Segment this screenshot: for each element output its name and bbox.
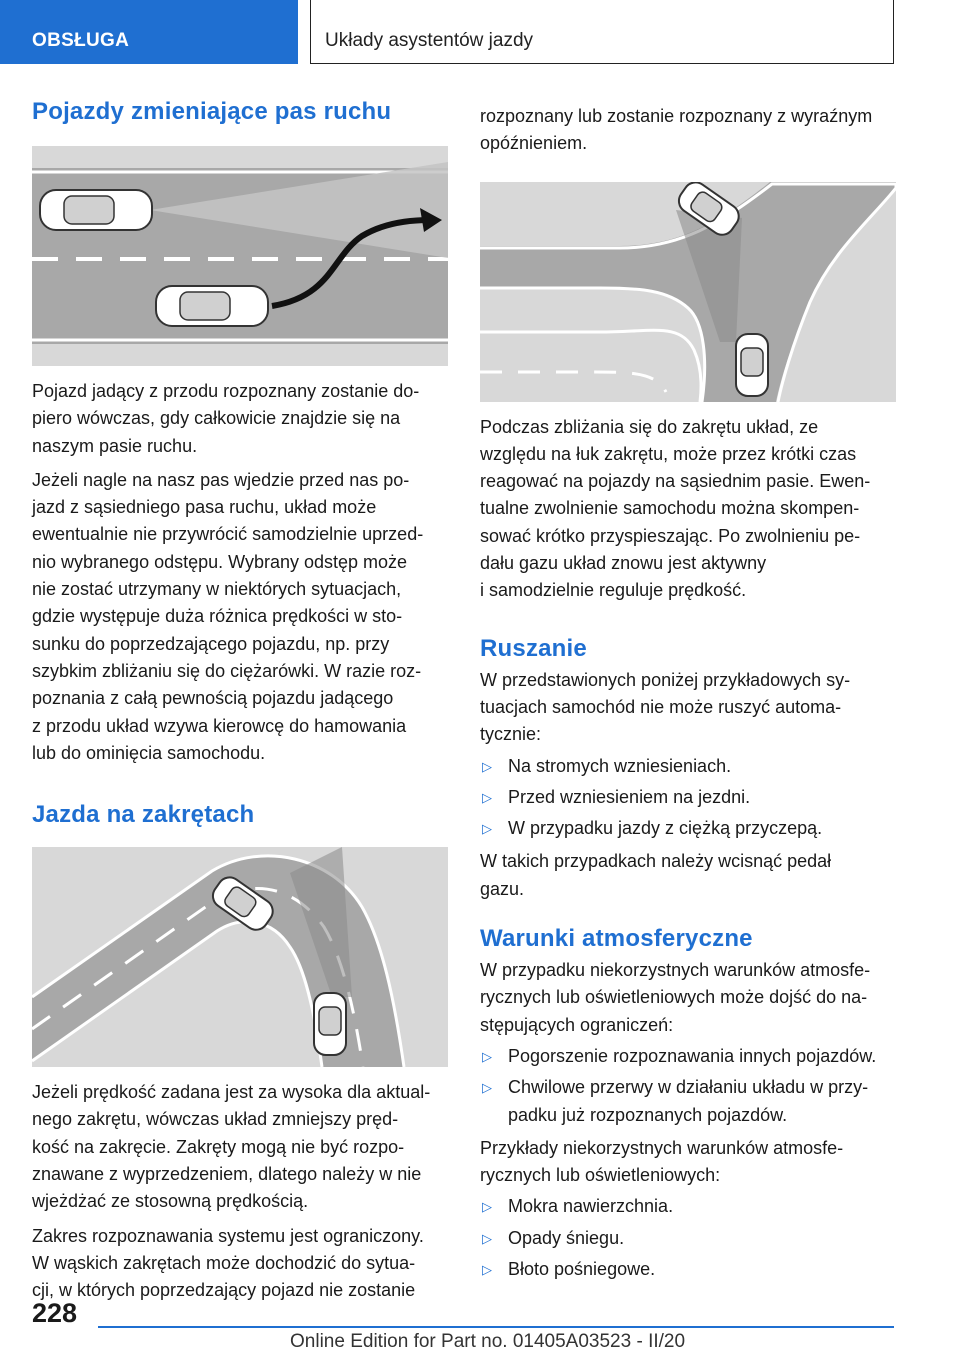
own-car-icon — [156, 286, 268, 326]
list-item: ▷ Chwilowe przerwy w działaniu układu w przy- padku już rozpoznanych pojazdów. — [480, 1074, 896, 1129]
heading-curves: Jazda na zakrętach — [32, 801, 255, 829]
triangle-right-icon: ▷ — [482, 1080, 492, 1096]
left-column — [32, 98, 448, 1305]
para-detection: Pojazd jadący z przodu rozpoznany zostanie do- piero wówczas, gdy całkowicie znajdzie się na naszym pasie ruchu. — [32, 381, 420, 456]
curve-illustration-left — [32, 847, 448, 1067]
list-weather — [480, 1193, 896, 1283]
chapter-header — [310, 0, 894, 64]
chapter-title: Układy asystentów jazdy — [325, 30, 534, 51]
triangle-right-icon: ▷ — [482, 821, 492, 837]
list-item: ▷ Przed wzniesieniem na jezdni. — [480, 784, 896, 811]
heading-weather: Warunki atmosferyczne — [480, 925, 753, 953]
list-item: ▷ Pogorszenie rozpoznawania innych pojazdów. — [480, 1043, 896, 1070]
list-item: ▷ W przypadku jazdy z ciężką przyczepą. — [480, 815, 896, 842]
car-adjacent-lane-icon — [736, 334, 768, 396]
lane-change-illustration — [32, 146, 448, 366]
car-in-curve-icon — [314, 993, 346, 1055]
para-gas-pedal: W takich przypadkach należy wcisnąć pedał gazu. — [480, 851, 832, 899]
para-weather-examples: Przykłady niekorzystnych warunków atmosfe- rycznych lub oświetleniowych: — [480, 1137, 844, 1186]
list-item: ▷ Mokra nawierzchnia. — [480, 1193, 896, 1220]
para-starting: W przedstawionych poniżej przykładowych sy- tuacjach samochód nie może ruszyć automa- tycznie: — [480, 669, 851, 745]
para-range-limit: Zakres rozpoznawania systemu jest ograniczony. W wąskich zakrętach może dochodzić do sytua- cji, w których poprzedzający pojazd nie zostanie — [32, 1225, 424, 1301]
section-tab — [0, 0, 298, 64]
para-cut-in: Jeżeli nagle na nasz pas wjedzie przed nas po- jazd z sąsiedniego pasa ruchu, układ może ewentualnie nie przywrócić samodzielnie uprzed- nio wybranego odstępu. Wybrany odstęp może nie zostać utrzymany w niektórych sytuacjach, gdzie występuje duża różnica prędkości w sto- sunku do poprzedzającego pojazdu, np. przy szybkim zbliżaniu się do ciężarówki. W razie roz- poznania z całą pewnością pojazdu jadącego z przodu układ wzywa kierowcę do hamowania lub do ominięcia samochodu. — [32, 469, 424, 763]
para-continued: rozpoznany lub zostanie rozpoznany z wyraźnym opóźnieniem. — [480, 106, 873, 154]
para-adjacent-lane: Podczas zbliżania się do zakrętu układ, ze względu na łuk zakrętu, może przez krótki czas reagować na pojazdy na sąsiednim pasie. Ewen- tualne zwolnienie samochodu można skompen- sować krótko przyspieszając. Po zwolnieniu pe- dału gazu układ znowu jest aktywny i samodzielnie reguluje prędkość. — [480, 416, 871, 601]
list-item: ▷ Na stromych wzniesieniach. — [480, 753, 896, 780]
curve-illustration-right — [480, 182, 896, 402]
para-curve-speed: Jeżeli prędkość zadana jest za wysoka dla aktual- nego zakrętu, wówczas układ zmniejszy pręd- kość na zakręcie. Zakręty mogą nie być rozpo- znawane z wyprzedzeniem, dlatego należy w nie wjeżdżać ze stosowną prędkością. — [32, 1082, 431, 1212]
para-weather: W przypadku niekorzystnych warunków atmosfe- rycznych lub oświetleniowych może dojść do na- stępujących ograniczeń: — [480, 960, 871, 1035]
triangle-right-icon: ▷ — [482, 1048, 492, 1064]
list-item: ▷ Opady śniegu. — [480, 1225, 896, 1252]
heading-starting: Ruszanie — [480, 634, 587, 662]
triangle-right-icon: ▷ — [482, 1230, 492, 1246]
car-ahead-icon — [40, 190, 152, 230]
footer-divider — [98, 1326, 894, 1328]
triangle-right-icon: ▷ — [482, 758, 492, 774]
list-starting — [480, 753, 896, 843]
right-column — [480, 103, 896, 1283]
triangle-right-icon: ▷ — [482, 1262, 492, 1278]
triangle-right-icon: ▷ — [482, 789, 492, 805]
page-number: 228 — [32, 1298, 78, 1328]
triangle-right-icon: ▷ — [482, 1199, 492, 1215]
heading-lane-change: Pojazdy zmieniające pas ruchu — [32, 98, 392, 125]
section-title: OBSŁUGA — [32, 30, 130, 51]
edition-note: Online Edition for Part no. 01405A03523 - II/20 — [290, 1331, 686, 1352]
list-limitations — [480, 1043, 896, 1129]
list-item: ▷ Błoto pośniegowe. — [480, 1256, 896, 1283]
